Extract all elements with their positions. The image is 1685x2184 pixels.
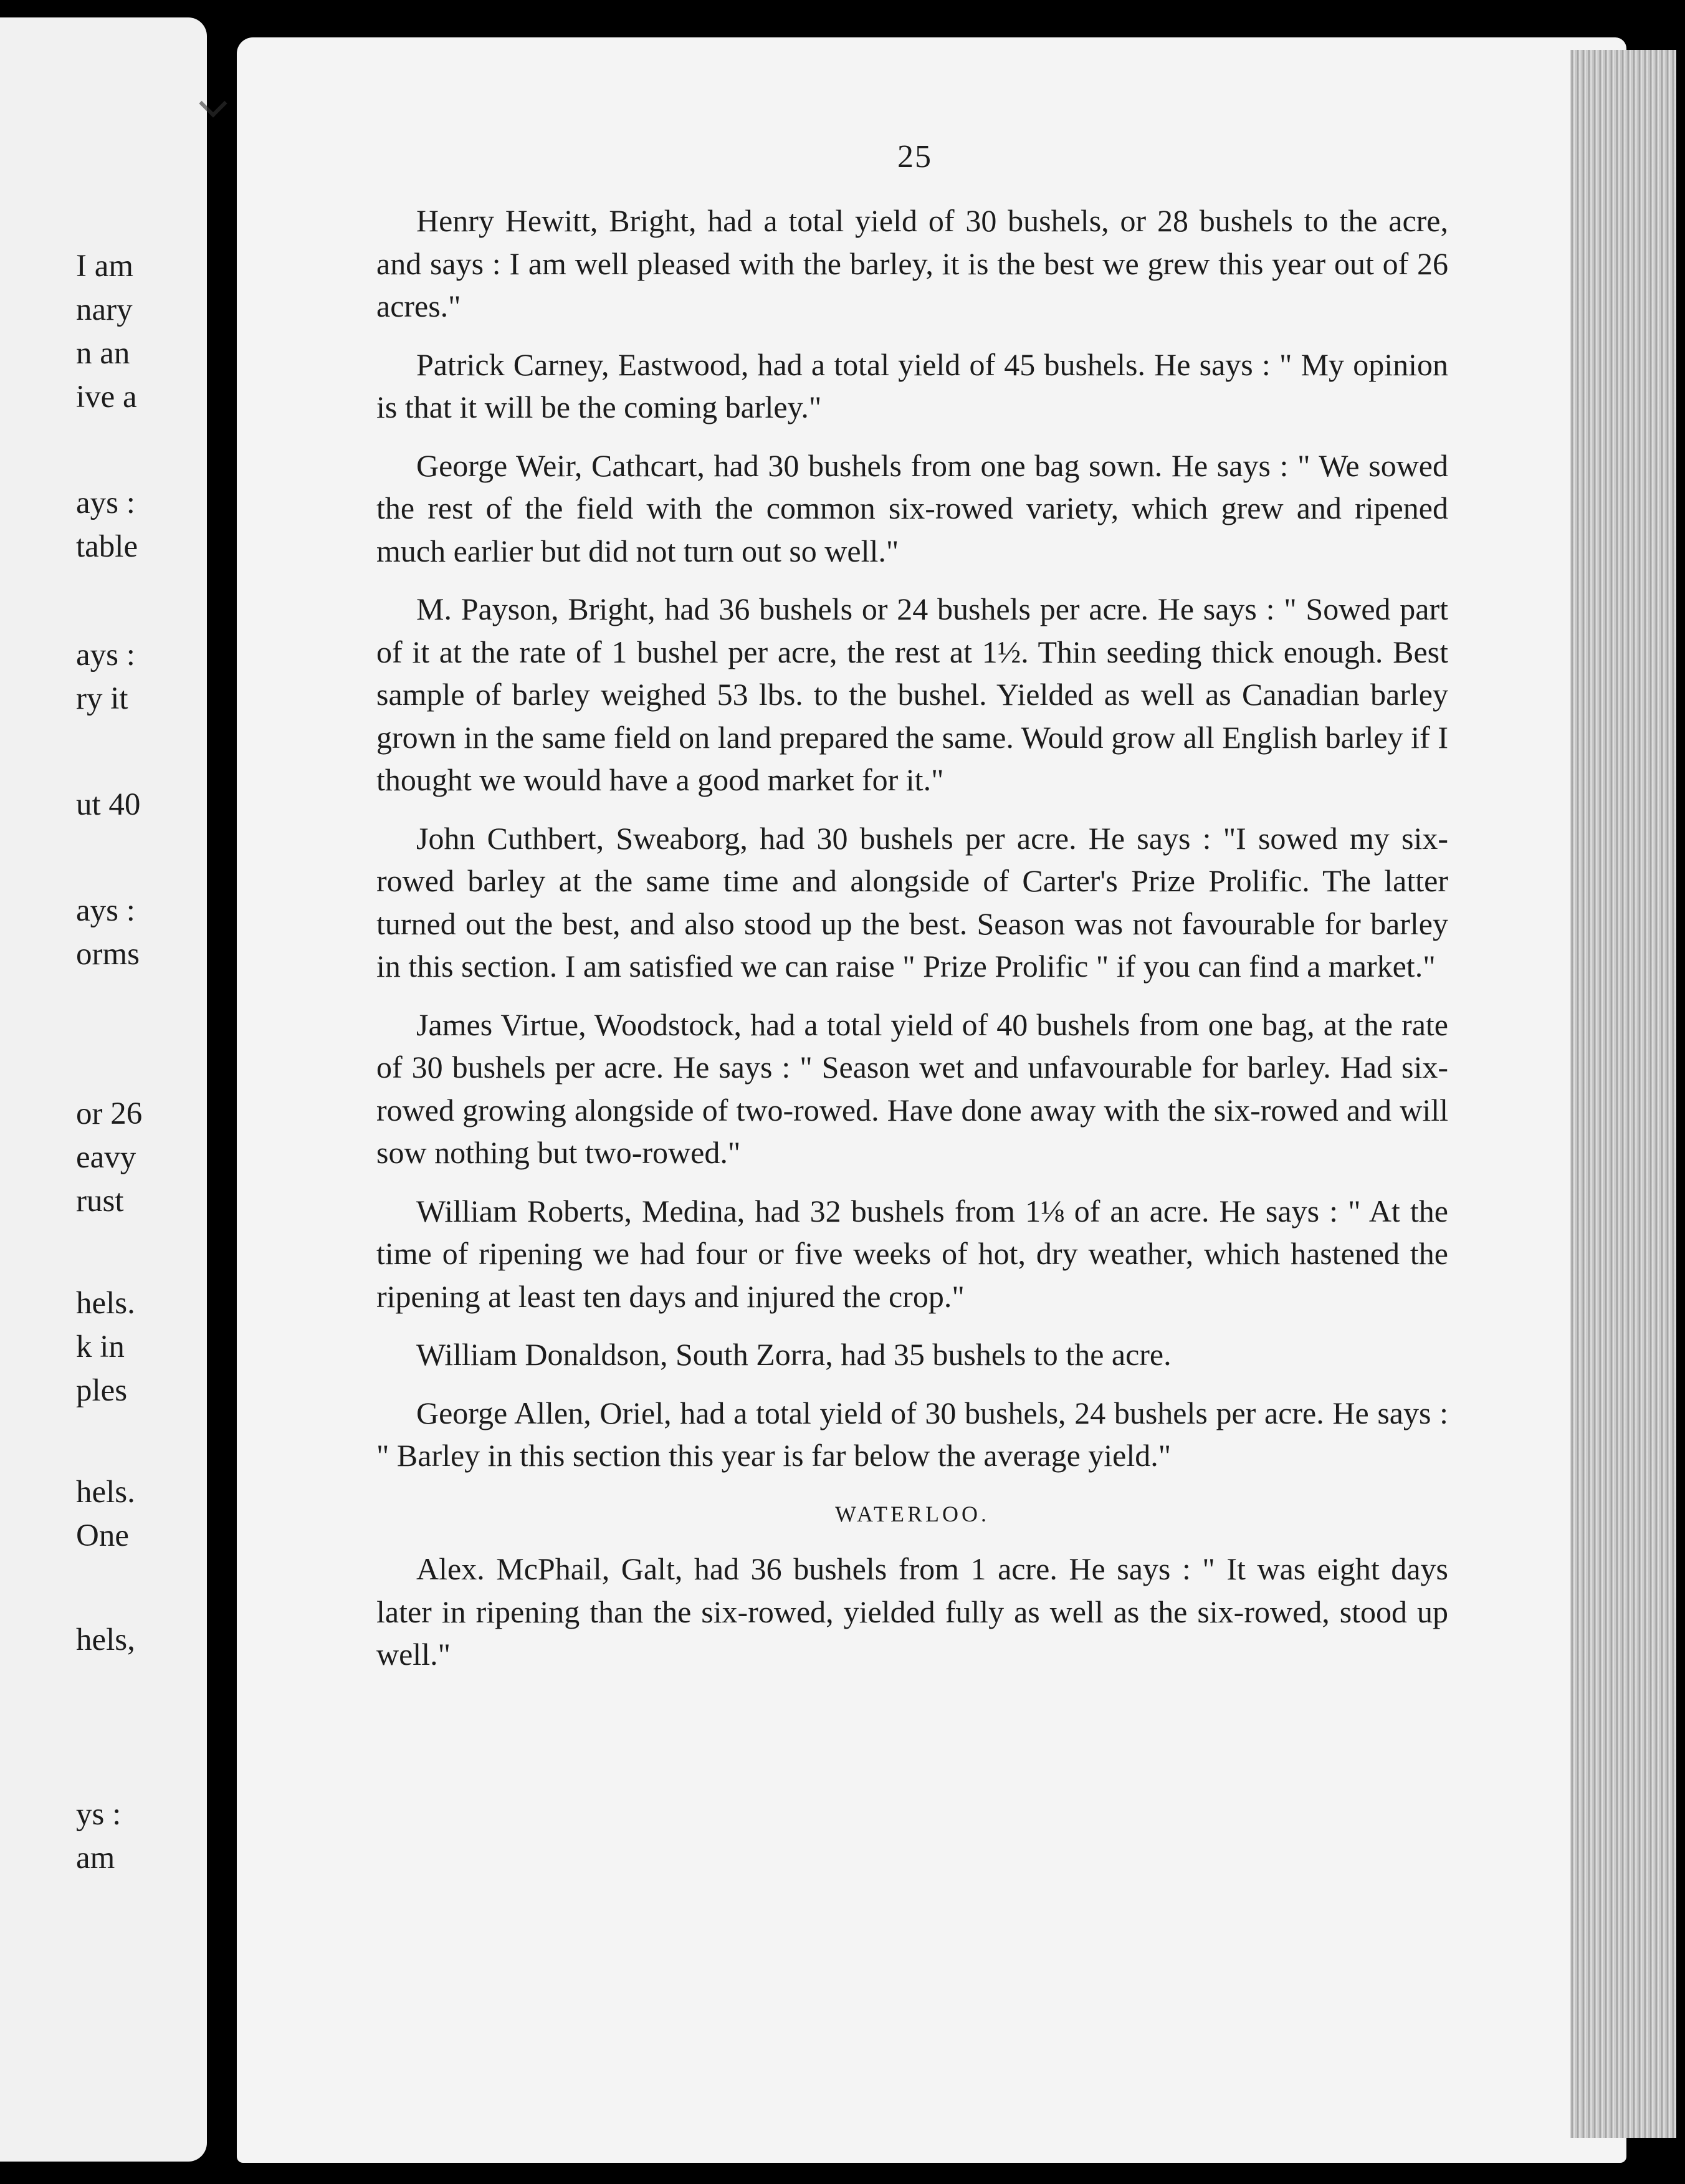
left-page-fragment: ys :: [76, 1797, 122, 1832]
section-heading: WATERLOO.: [835, 1501, 990, 1526]
left-page-fragment: orms: [76, 937, 140, 972]
paragraph-payson: M. Payson, Bright, had 36 bushels or 24 bushels per acre. He says : " Sowed part of it at the rate of 1 bushel per acre, the rest at 1½. Thin seeding thick enough. Best sample of barley weighed 53 lbs. to the bushel. Yielded as well as Canadian barley grown in the same field on land prepared the same. Would grow all English barley if I thought we would have a good market for it.": [376, 592, 1448, 797]
paragraph-cuthbert: John Cuthbert, Sweaborg, had 30 bushels per acre. He says : "I sowed my six-rowed barley at the same time and alongside of Carter's Prize Prolific. The latter turned out the best, and also stood up the best. Season was not favourable for barley in this section. I am satisfied we can raise " Prize Prolific " if you can find a market.": [376, 820, 1448, 984]
left-page-fragment: ays :: [76, 486, 135, 520]
left-page-fragment: k in: [76, 1329, 125, 1364]
left-page-fragment: ut 40: [76, 787, 141, 822]
paragraph-weir: George Weir, Cathcart, had 30 bushels from one bag sown. He says : " We sowed the rest of the field with the common six-rowed variety, which grew and ripened much earlier but did not turn out so well.": [376, 448, 1448, 568]
left-page-fragment: ples: [76, 1373, 128, 1408]
left-page-fragment: hels,: [76, 1622, 135, 1657]
left-page-fragment: I am: [76, 249, 134, 284]
left-page-fragment: rust: [76, 1184, 124, 1219]
paragraph-donaldson: William Donaldson, South Zorra, had 35 bushels to the acre.: [416, 1337, 1172, 1372]
left-page-fragment: am: [76, 1841, 115, 1875]
left-page-fragment: ays :: [76, 638, 135, 673]
left-page-fragment: One: [76, 1518, 129, 1553]
page-body: [376, 199, 1448, 1692]
left-page-fragment: table: [76, 529, 138, 564]
left-page-fragment: nary: [76, 292, 133, 327]
page-number: 25: [897, 139, 932, 175]
left-page-fragment: hels.: [76, 1475, 135, 1510]
paragraph-virtue: James Virtue, Woodstock, had a total yield of 40 bushels from one bag, at the rate of 30 bushels per acre. He says : " Season wet and unfavourable for barley. Had six-rowed growing alongside of two-rowed. Have done away with the six-rowed and will sow nothing but two-rowed.": [376, 1007, 1448, 1170]
paragraph-hewitt: Henry Hewitt, Bright, had a total yield of 30 bushels, or 28 bushels to the acre, and says : I am well pleased with the barley, it is the best we grew this year out of 26 acres.": [376, 203, 1448, 323]
paragraph-mcphail: Alex. McPhail, Galt, had 36 bushels from 1 acre. He says : " It was eight days later in ripening than the six-rowed, yielded fully as well as the six-rowed, stood up well.": [376, 1551, 1448, 1672]
left-page-fragment: ry it: [76, 681, 128, 716]
left-page-fragment: hels.: [76, 1286, 135, 1321]
left-page-fragment: ays :: [76, 893, 135, 928]
paragraph-allen: George Allen, Oriel, had a total yield of 30 bushels, 24 bushels per acre. He says : " Barley in this section this year is far below the average yield.": [376, 1395, 1448, 1473]
left-page-fragment: or 26: [76, 1096, 143, 1131]
left-page-fragment: n an: [76, 336, 130, 371]
left-page-fragment: eavy: [76, 1140, 136, 1175]
paragraph-carney: Patrick Carney, Eastwood, had a total yield of 45 bushels. He says : " My opinion is that it will be the coming barley.": [376, 347, 1448, 424]
paragraph-roberts: William Roberts, Medina, had 32 bushels from 1⅛ of an acre. He says : " At the time of ripening we had four or five weeks of hot, dry weather, which hastened the ripening at least ten days and injured the crop.": [376, 1193, 1448, 1314]
left-page-fragment: ive a: [76, 380, 137, 414]
page-edge-stack: [1570, 50, 1676, 2138]
left-page: [0, 17, 207, 2162]
